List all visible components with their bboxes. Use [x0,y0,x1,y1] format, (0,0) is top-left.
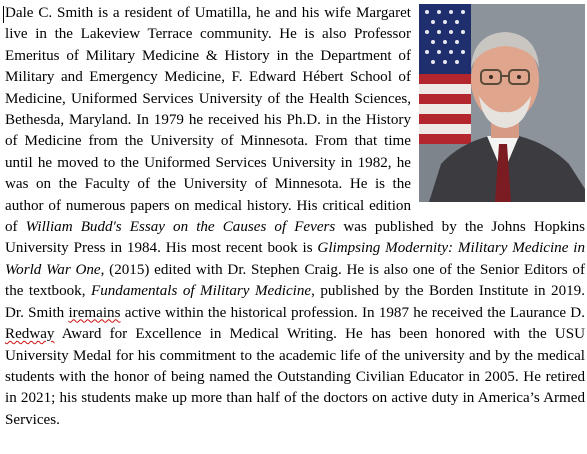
bio-text-part-4: , published by the Borden Institute in 2019. Dr. Smith [5,283,585,321]
bio-text-part-5: active within the historical profession. In 1987 he received the Laurance D. [120,304,585,321]
spellcheck-word-iremains[interactable]: iremains [68,304,121,321]
spellcheck-word-redway[interactable]: Redway [5,326,55,343]
book-title-glimpsing-modernity: Glimpsing Modernity: Military Medicine in World War One [5,240,585,278]
book-title-fundamentals: Fundamentals of Military Medicine [90,283,312,300]
bio-text-part-6: Award for Excellence in Medical Writing. He has been honored with the USU University Medal for his commitment to the academic life of the university and by the medical students with the honor of being named the Outstanding Civilian Educator in 2005. He retired in 2021; his students make up more than half of the doctors on active duty in America’s Armed Services. [5,326,585,428]
book-title-fevers: William Budd's Essay on the Causes of Fevers [25,219,336,236]
portrait-photo [419,4,585,202]
text-cursor [3,6,4,23]
bio-text-part-2: was published by the Johns Hopkins University Press in 1984. His most recent book is [5,219,585,257]
bio-text-part-3: , (2015) edited with Dr. Stephen Craig. He is also one of the Senior Editors of the textbook, [5,261,586,300]
bio-paragraph[interactable] [5,3,585,431]
bio-text-part-1: Dale C. Smith is a resident of Umatilla, he and his wife Margaret live in the Lakeview Terrace community. He is also Professor Emeritus of Military Medicine & History in the Department of Military and Emergency Medicine, F. Edward Hébert School of Medicine, Uniformed Services University of the Health Sciences, Bethesda, Maryland. In 1979 he received his Ph.D. in the History of Medicine from the University of Minnesota. From that time until he moved to the Uniformed Services University in 1982, he was on the Faculty of the University of Minnesota. He is the author of numerous papers on medical history. His critical edition of [5,5,411,236]
